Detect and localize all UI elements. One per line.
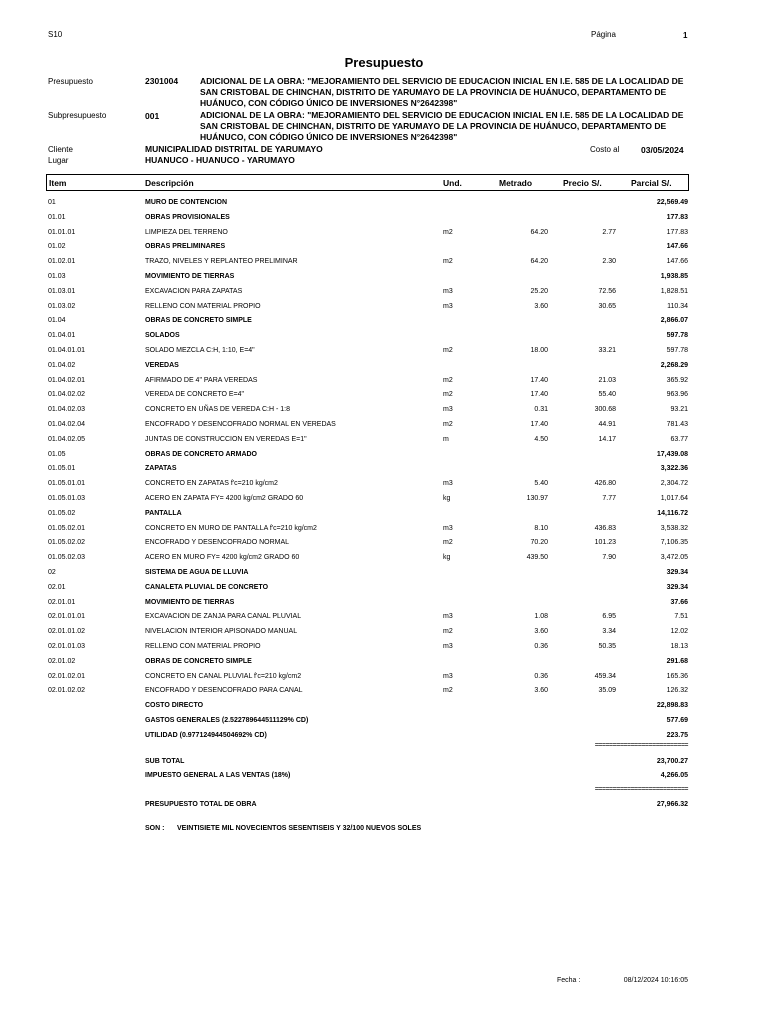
row-item: 01.01.01 (48, 228, 76, 236)
row-precio: 55.40 (598, 391, 616, 399)
row-unit: kg (443, 554, 451, 562)
row-metrado: 3.60 (534, 687, 548, 695)
row-metrado: 70.20 (530, 539, 548, 547)
row-item: 01.05.02.03 (48, 554, 85, 562)
row-description: VEREDA DE CONCRETO E=4" (145, 391, 245, 399)
igv-label: IMPUESTO GENERAL A LAS VENTAS (18%) (145, 772, 291, 779)
row-parcial: 329.34 (666, 569, 688, 576)
table-row (0, 286, 768, 298)
row-parcial: 147.66 (666, 243, 688, 251)
row-item: 01.05.01.03 (48, 495, 85, 502)
table-row (0, 345, 768, 357)
row-item: 02.01.02.01 (48, 672, 85, 680)
subtotal-label: SUB TOTAL (145, 758, 185, 765)
row-item: 01.05.02.01 (48, 524, 85, 532)
row-parcial: 597.78 (666, 347, 688, 354)
row-description: EXCAVACION DE ZANJA PARA CANAL PLUVIAL (145, 613, 302, 621)
lugar-label: Lugar (48, 156, 69, 165)
row-unit: m3 (443, 643, 453, 650)
row-parcial: 577.69 (666, 717, 688, 724)
row-item: 02.01 (48, 583, 66, 591)
subpresupuesto-desc-2: SAN CRISTOBAL DE CHINCHAN, DISTRITO DE YARUMAYO DE LA PROVINCIA DE HUÁNUCO, DEPARTAMENTO DE (200, 121, 667, 131)
row-description: EXCAVACION PARA ZAPATAS (145, 287, 243, 295)
row-unit: m3 (443, 287, 453, 295)
table-row (0, 611, 768, 623)
report-code: S10 (48, 30, 63, 39)
table-row (0, 271, 768, 283)
row-item: 01.05.01 (48, 465, 76, 473)
row-item: 02.01.02.02 (48, 687, 85, 695)
row-item: 01.04 (48, 317, 66, 325)
row-precio: 3.34 (602, 628, 616, 636)
row-item: 01.04.02.01 (48, 376, 85, 384)
row-metrado: 17.40 (530, 421, 548, 428)
row-description: UTILIDAD (0.977124944504692% CD) (145, 731, 267, 739)
row-description: MOVIMIENTO DE TIERRAS (145, 598, 235, 606)
row-item: 01.01 (48, 213, 66, 221)
row-precio: 2.30 (602, 258, 616, 266)
table-row (0, 671, 768, 683)
row-item: 02.01.01 (48, 598, 76, 606)
row-description: LIMPIEZA DEL TERRENO (145, 228, 228, 236)
page-number: 1 (683, 31, 688, 40)
row-description: PANTALLA (145, 509, 182, 517)
row-description: GASTOS GENERALES (2.522789644511129% CD) (145, 717, 309, 724)
table-row (0, 360, 768, 372)
row-description: MURO DE CONTENCION (145, 199, 228, 206)
row-parcial: 147.66 (666, 258, 688, 266)
total-value: 27,966.32 (656, 801, 688, 808)
row-metrado: 25.20 (530, 287, 548, 295)
row-precio: 14.17 (598, 435, 616, 443)
row-parcial: 126.32 (666, 687, 688, 695)
row-item: 02.01.02 (48, 657, 76, 665)
table-row (0, 449, 768, 461)
row-description: SOLADOS (145, 332, 180, 340)
table-row (0, 567, 768, 579)
table-row (0, 227, 768, 239)
row-precio: 7.77 (602, 495, 616, 502)
row-parcial: 7.51 (674, 613, 688, 621)
table-row (0, 315, 768, 327)
row-description: OBRAS PROVISIONALES (145, 213, 230, 221)
row-description: CONCRETO EN ZAPATAS f'c=210 kg/cm2 (145, 480, 278, 488)
row-description: RELLENO CON MATERIAL PROPIO (145, 302, 261, 310)
row-item: 01.05.02.02 (48, 539, 85, 547)
row-parcial: 22,569.49 (656, 199, 688, 206)
table-row (0, 537, 768, 549)
row-item: 01.05 (48, 450, 66, 458)
row-description: SISTEMA DE AGUA DE LLUVIA (145, 569, 249, 576)
row-parcial: 3,322.36 (660, 465, 688, 473)
presupuesto-desc-1: ADICIONAL DE LA OBRA: "MEJORAMIENTO DEL SERVICIO DE EDUCACION INICIAL EN I.E. 585 DE LA LOCALIDAD DE (200, 76, 684, 86)
row-item: 01.05.01.01 (48, 480, 85, 488)
table-row (0, 641, 768, 653)
row-unit: m (443, 435, 449, 443)
table-row (0, 434, 768, 446)
row-precio: 2.77 (602, 228, 616, 236)
row-description: MOVIMIENTO DE TIERRAS (145, 273, 235, 280)
row-unit: m2 (443, 391, 453, 399)
row-precio: 21.03 (598, 376, 616, 384)
col-item: Item (49, 178, 67, 188)
row-item: 02 (48, 569, 56, 576)
table-row (0, 375, 768, 387)
row-precio: 300.68 (594, 406, 616, 414)
table-header (46, 174, 689, 191)
row-precio: 6.95 (602, 613, 616, 621)
row-description: ENCOFRADO Y DESENCOFRADO PARA CANAL (145, 687, 303, 695)
row-parcial: 63.77 (670, 435, 688, 443)
table-row (0, 463, 768, 475)
table-row (0, 552, 768, 564)
row-parcial: 177.83 (666, 228, 688, 236)
row-description: JUNTAS DE CONSTRUCCION EN VEREDAS E=1" (145, 435, 307, 443)
row-parcial: 17,439.08 (656, 450, 688, 458)
table-row (0, 419, 768, 431)
row-unit: m2 (443, 376, 453, 384)
subpresupuesto-desc-1: ADICIONAL DE LA OBRA: "MEJORAMIENTO DEL SERVICIO DE EDUCACION INICIAL EN I.E. 585 DE LA LOCALIDAD DE (200, 110, 684, 120)
row-metrado: 5.40 (534, 480, 548, 488)
row-parcial: 12.02 (670, 628, 688, 636)
table-row (0, 685, 768, 697)
costo-label: Costo al (590, 145, 620, 154)
cliente-label: Cliente (48, 145, 73, 154)
table-row (0, 241, 768, 253)
subpresupuesto-label: Subpresupuesto (48, 111, 107, 120)
col-metrado: Metrado (499, 178, 533, 188)
subtotal-value: 23,700.27 (656, 758, 688, 765)
row-description: AFIRMADO DE 4" PARA VEREDAS (145, 376, 258, 384)
row-item: 02.01.01.01 (48, 613, 85, 621)
row-item: 01.02.01 (48, 258, 76, 266)
row-description: TRAZO, NIVELES Y REPLANTEO PRELIMINAR (145, 258, 298, 266)
table-row (0, 523, 768, 535)
row-description: COSTO DIRECTO (145, 702, 204, 710)
row-description: ENCOFRADO Y DESENCOFRADO NORMAL (145, 539, 290, 547)
row-description: ACERO EN MURO FY= 4200 kg/cm2 GRADO 60 (145, 554, 300, 562)
row-parcial: 165.36 (666, 672, 688, 680)
row-item: 02.01.01.02 (48, 628, 85, 636)
row-unit: m3 (443, 406, 453, 414)
row-description: CONCRETO EN UÑAS DE VEREDA C:H - 1:8 (145, 406, 290, 414)
row-parcial: 3,538.32 (660, 524, 688, 532)
row-description: SOLADO MEZCLA C:H, 1:10, E=4" (145, 347, 255, 354)
row-precio: 459.34 (594, 672, 616, 680)
lugar-value: HUANUCO - HUANUCO - YARUMAYO (145, 155, 295, 165)
table-row (0, 493, 768, 505)
row-description: OBRAS DE CONCRETO SIMPLE (145, 657, 252, 665)
row-unit: m3 (443, 524, 453, 532)
presupuesto-desc-3: HUÁNUCO, CON CÓDIGO ÚNICO DE INVERSIONES N°2642398" (200, 98, 458, 108)
row-parcial: 329.34 (666, 583, 688, 591)
row-description: VEREDAS (145, 361, 179, 369)
table-row (0, 197, 768, 209)
row-parcial: 963.96 (666, 391, 688, 399)
col-unit: Und. (443, 178, 462, 188)
row-description: ZAPATAS (145, 465, 177, 473)
row-description: RELLENO CON MATERIAL PROPIO (145, 643, 261, 650)
row-precio: 426.80 (594, 480, 616, 488)
row-unit: m2 (443, 347, 453, 354)
row-parcial: 2,304.72 (660, 480, 688, 488)
table-row (0, 389, 768, 401)
row-unit: m2 (443, 628, 453, 636)
row-parcial: 365.92 (666, 376, 688, 384)
row-metrado: 17.40 (530, 391, 548, 399)
igv-value: 4,266.05 (660, 772, 688, 779)
row-parcial: 93.21 (670, 406, 688, 414)
row-parcial: 7,106.35 (660, 539, 688, 547)
table-row (0, 404, 768, 416)
row-unit: m2 (443, 228, 453, 236)
row-metrado: 439.50 (526, 554, 548, 562)
row-description: CANALETA PLUVIAL DE CONCRETO (145, 583, 269, 591)
table-row (0, 478, 768, 490)
row-precio: 436.83 (594, 524, 616, 532)
row-parcial: 22,898.83 (656, 702, 688, 710)
row-item: 01.04.02.04 (48, 421, 85, 428)
row-unit: m3 (443, 302, 453, 310)
row-parcial: 2,268.29 (660, 361, 688, 369)
row-parcial: 37.66 (670, 598, 688, 606)
row-precio: 7.90 (602, 554, 616, 562)
row-precio: 33.21 (598, 347, 616, 354)
row-parcial: 781.43 (666, 421, 688, 428)
cliente-value: MUNICIPALIDAD DISTRITAL DE YARUMAYO (145, 144, 323, 154)
row-parcial: 110.34 (667, 302, 688, 310)
row-precio: 44.91 (598, 421, 616, 428)
son-label: SON : (145, 825, 165, 832)
row-precio: 72.56 (598, 287, 616, 295)
row-description: CONCRETO EN CANAL PLUVIAL f'c=210 kg/cm2 (145, 672, 302, 680)
row-description: OBRAS DE CONCRETO SIMPLE (145, 317, 252, 325)
son-value: VEINTISIETE MIL NOVECIENTOS SESENTISEIS Y 32/100 NUEVOS SOLES (177, 825, 422, 832)
row-description: CONCRETO EN MURO DE PANTALLA f'c=210 kg/cm2 (145, 524, 317, 532)
row-item: 01.02 (48, 243, 66, 251)
row-item: 01 (48, 199, 56, 206)
row-item: 01.04.01 (48, 332, 76, 340)
row-item: 01.03.02 (48, 302, 76, 310)
row-metrado: 64.20 (530, 258, 548, 266)
table-row (0, 715, 768, 727)
row-parcial: 1,828.51 (660, 287, 688, 295)
presupuesto-code: 2301004 (145, 76, 179, 86)
row-parcial: 1,938.85 (660, 273, 688, 280)
col-parcial: Parcial S/. (631, 178, 672, 188)
row-description: ACERO EN ZAPATA FY= 4200 kg/cm2 GRADO 60 (145, 495, 304, 502)
row-unit: m2 (443, 687, 453, 695)
subpresupuesto-desc-3: HUÁNUCO, CON CÓDIGO ÚNICO DE INVERSIONES N°2642398" (200, 132, 458, 142)
row-metrado: 0.36 (534, 643, 548, 650)
subpresupuesto-code: 001 (145, 111, 160, 121)
row-description: OBRAS PRELIMINARES (145, 243, 226, 251)
row-item: 01.04.02 (48, 361, 76, 369)
row-metrado: 3.60 (534, 302, 548, 310)
row-metrado: 17.40 (530, 376, 548, 384)
row-description: OBRAS DE CONCRETO ARMADO (145, 450, 258, 458)
row-parcial: 2,866.07 (660, 317, 688, 325)
row-metrado: 0.31 (534, 406, 548, 414)
row-item: 01.04.02.03 (48, 406, 85, 414)
row-precio: 101.23 (594, 539, 616, 547)
presupuesto-label: Presupuesto (48, 77, 93, 86)
row-item: 01.03.01 (48, 287, 76, 295)
fecha-label: Fecha : (557, 977, 581, 984)
row-unit: m2 (443, 539, 453, 547)
table-row (0, 656, 768, 668)
row-parcial: 223.75 (666, 731, 688, 739)
row-metrado: 130.97 (526, 495, 548, 502)
row-item: 01.04.02.02 (48, 391, 85, 399)
row-parcial: 1,017.64 (660, 495, 688, 502)
table-row (0, 330, 768, 342)
row-metrado: 4.50 (534, 435, 548, 443)
table-row (0, 301, 768, 313)
separator-line: ========================== (594, 786, 688, 793)
row-precio: 30.65 (598, 302, 616, 310)
row-metrado: 3.60 (534, 628, 548, 636)
row-item: 01.04.01.01 (48, 347, 85, 354)
row-metrado: 64.20 (530, 228, 548, 236)
total-label: PRESUPUESTO TOTAL DE OBRA (145, 801, 257, 808)
row-parcial: 177.83 (666, 213, 688, 221)
table-row (0, 582, 768, 594)
row-metrado: 8.10 (534, 524, 548, 532)
row-unit: kg (443, 495, 451, 502)
table-row (0, 597, 768, 609)
row-item: 02.01.01.03 (48, 643, 85, 650)
row-description: ENCOFRADO Y DESENCOFRADO NORMAL EN VEREDAS (145, 421, 336, 428)
row-item: 01.05.02 (48, 509, 76, 517)
row-item: 01.03 (48, 273, 66, 280)
row-metrado: 0.36 (534, 672, 548, 680)
page-label: Página (591, 30, 616, 39)
table-row (0, 700, 768, 712)
row-description: NIVELACION INTERIOR APISONADO MANUAL (145, 628, 298, 636)
row-precio: 50.35 (598, 643, 616, 650)
row-unit: m3 (443, 613, 453, 621)
col-description: Descripción (145, 178, 194, 188)
fecha-value: 08/12/2024 10:16:05 (623, 977, 688, 984)
table-row (0, 256, 768, 268)
row-precio: 35.09 (598, 687, 616, 695)
row-parcial: 14,116.72 (657, 509, 688, 517)
row-parcial: 18.13 (670, 643, 688, 650)
table-row (0, 626, 768, 638)
row-parcial: 3,472.05 (660, 554, 688, 562)
row-unit: m3 (443, 672, 453, 680)
row-unit: m2 (443, 258, 453, 266)
col-precio: Precio S/. (563, 178, 602, 188)
separator-line: ========================== (594, 742, 688, 749)
row-metrado: 1.08 (534, 613, 548, 621)
presupuesto-desc-2: SAN CRISTOBAL DE CHINCHAN, DISTRITO DE YARUMAYO DE LA PROVINCIA DE HUÁNUCO, DEPARTAMENTO DE (200, 87, 667, 97)
row-unit: m2 (443, 421, 453, 428)
table-row (0, 212, 768, 224)
row-parcial: 291.68 (666, 657, 688, 665)
row-parcial: 597.78 (666, 332, 688, 340)
costo-date: 03/05/2024 (641, 145, 684, 155)
page-title: Presupuesto (344, 55, 424, 70)
table-row (0, 730, 768, 742)
row-unit: m3 (443, 480, 453, 488)
row-metrado: 18.00 (530, 347, 548, 354)
row-item: 01.04.02.05 (48, 435, 85, 443)
table-row (0, 508, 768, 520)
